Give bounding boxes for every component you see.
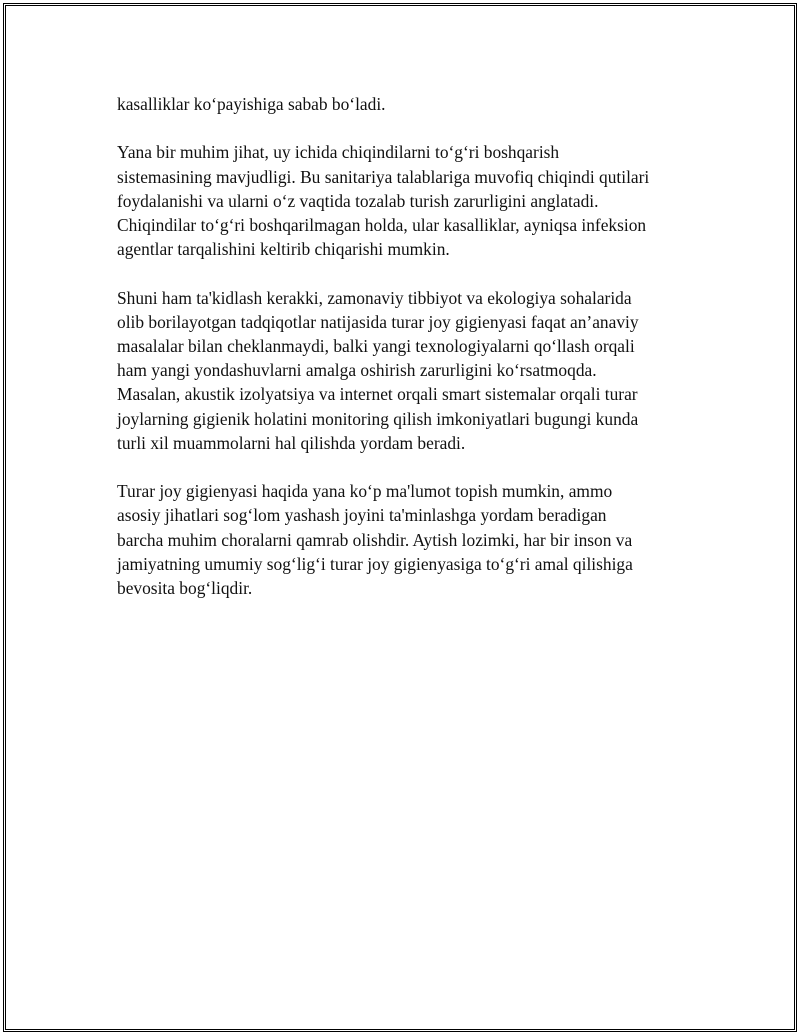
- text-line: kasalliklar ko‘payishiga sabab bo‘ladi.: [117, 94, 386, 114]
- paragraph-3: [117, 286, 687, 455]
- text-line: Shuni ham ta'kidlash kerakki, zamonaviy tibbiyot va ekologiya sohalarida: [117, 287, 632, 308]
- text-line: agentlar tarqalishini keltirib chiqarishi mumkin.: [117, 239, 450, 260]
- paragraph-4: [117, 479, 687, 600]
- text-line: foydalanishi va ularni o‘z vaqtida tozalab turish zarurligini anglatadi.: [117, 190, 599, 211]
- text-line: Turar joy gigienyasi haqida yana ko‘p ma'lumot topish mumkin, ammo: [117, 481, 613, 502]
- text-line: barcha muhim choralarni qamrab olishdir. Aytish lozimki, har bir inson va: [117, 529, 633, 550]
- text-line: ham yangi yondashuvlarni amalga oshirish zarurligini ko‘rsatmoqda.: [117, 360, 597, 381]
- text-line: joylarning gigienik holatini monitoring qilish imkoniyatlari bugungi kunda: [117, 408, 639, 429]
- text-line: bevosita bog‘liqdir.: [117, 578, 253, 599]
- text-line: turli xil muammolarni hal qilishda yordam beradi.: [117, 432, 466, 453]
- text-line: masalalar bilan cheklanmaydi, balki yangi texnologiyalarni qo‘llash orqali: [117, 336, 635, 356]
- text-line: Yana bir muhim jihat, uy ichida chiqindilarni to‘g‘ri boshqarish: [117, 142, 560, 163]
- text-line: Chiqindilar to‘g‘ri boshqarilmagan holda, ular kasalliklar, ayniqsa infeksion: [117, 215, 647, 235]
- text-line: olib borilayotgan tadqiqotlar natijasida turar joy gigienyasi faqat an’anaviy: [117, 311, 639, 332]
- document-body: [117, 92, 687, 624]
- text-line: Masalan, akustik izolyatsiya va internet orqali smart sistemalar orqali turar: [117, 384, 638, 405]
- paragraph-1: [117, 92, 687, 116]
- text-line: jamiyatning umumiy sog‘lig‘i turar joy gigienyasiga to‘g‘ri amal qilishiga: [117, 553, 633, 574]
- text-line: sistemasining mavjudligi. Bu sanitariya talablariga muvofiq chiqindi qutilari: [117, 166, 650, 187]
- paragraph-2: [117, 140, 687, 261]
- text-line: asosiy jihatlari sog‘lom yashash joyini ta'minlashga yordam beradigan: [117, 505, 607, 526]
